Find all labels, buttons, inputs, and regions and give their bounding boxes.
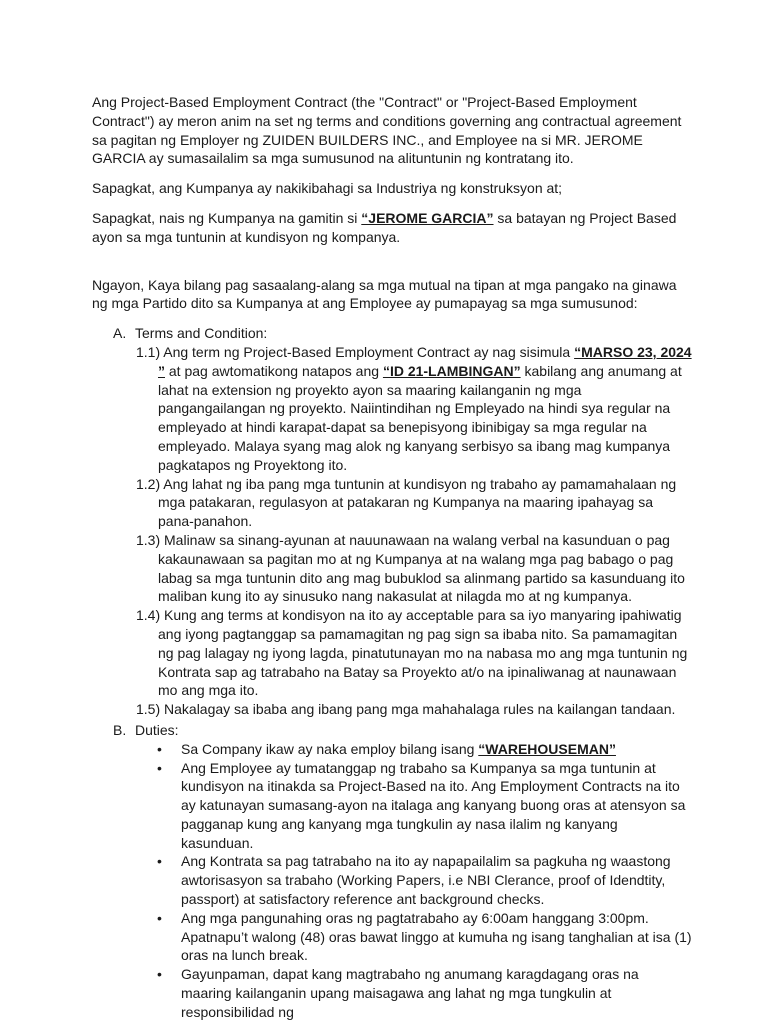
intro-paragraph-1: Ang Project-Based Employment Contract (the "Contract" or "Project-Based Employment Contract") ay meron anim na set ng terms and conditions governing ang contractual agreement sa pagitan ng Employer ng ZUIDEN BUILDERS INC., and Employee na si MR. JEROME GARCIA ay sumasailalim sa mga sumusunod na alituntunin ng kontratang ito.	[92, 94, 682, 167]
clause-text: kabilang ang anumang at lahat na extension ng proyekto ayon sa maaring kailanganin ng mga pangangailangan ng proyekto. Naiintindihan ng Empleyado na hindi sya regular na empleyado at hindi karapat-dapat sa benepisyong ibinibigay sa mga regular na empleyado. Malaya syang mag alok ng kanyang serbisyo sa ibang mag kumpanya pagkatapos ng Proyektong ito.	[158, 362, 682, 473]
section-letter: B.	[113, 721, 127, 738]
clause-number: 1.3)	[136, 531, 161, 548]
clause-text: Malinaw sa sinang-ayunan at nauunawaan na walang verbal na kasunduan o pag kakaunawaan sa pagitan mo at ng Kumpanya at na walang mga pag babago o pag labag sa mga tuntunin dito ang mag bubuklod sa alinmang partido sa kasunduang ito maliban kung ito ay sinusuko nang nakasulat at nilagda mo at ng kumpanya.	[158, 531, 685, 605]
list-item	[92, 965, 692, 1021]
bullet-icon: •	[157, 966, 162, 983]
section-title: Duties:	[135, 721, 179, 738]
bullet-icon: •	[157, 740, 162, 757]
position-emphasis: “WAREHOUSEMAN”	[478, 740, 616, 757]
list-item-text: Gayunpaman, dapat kang magtrabaho ng anumang karagdagang oras na maaring kailanganin upang maisagawa ang lahat ng mga tungkulin at responsibilidad ng	[181, 966, 639, 1020]
start-date-emphasis: “MARSO 23, 2024 ”	[158, 343, 692, 379]
intro-p3-text-after: sa batayan ng Project Based ayon sa mga tuntunin at kundisyon ng kompanya.	[92, 209, 677, 245]
intro-paragraph-4: Ngayon, Kaya bilang pag sasaalang-alang sa mga mutual na tipan at mga pangako na ginawa ng mga Partido dito sa Kumpanya at ang Employee ay pumapayag sa mga sumusunod:	[92, 276, 677, 312]
section-terms	[92, 324, 692, 343]
clause-1-2	[92, 475, 692, 531]
list-item	[92, 740, 692, 759]
intro-paragraph-2: Sapagkat, ang Kumpanya ay nakikibahagi sa Industriya ng konstruksyon at;	[92, 180, 563, 197]
list-item-text: Ang mga pangunahing oras ng pagtatrabaho ay 6:00am hanggang 3:00pm. Apatnapu’t walong (48) oras bawat linggo at kumuha ng isang tanghalian at isa (1) oras na lunch break.	[181, 909, 692, 964]
clause-text: Ang term ng Project-Based Employment Contract ay nag sisimula	[160, 343, 575, 360]
clause-number: 1.5)	[136, 701, 161, 718]
clause-number: 1.1)	[136, 343, 161, 360]
list-item	[92, 909, 692, 965]
project-id-emphasis: “ID 21-LAMBINGAN”	[382, 362, 521, 379]
bullet-icon: •	[157, 909, 162, 926]
clause-text: Kung ang terms at kondisyon na ito ay acceptable para sa iyo manyaring ipahiwatig ang iyong pagtanggap sa pamamagitan ng pag sign sa ibaba nito. Sa pamamagitan ng pag lalagay ng iyong lagda, pinatutunayan mo na nabasa mo ang mga tuntunin ng Kontrata sap ag tatrabaho na Batay sa Proyekto at/o na ipinaliwanag at naunawaan mo ang mga ito.	[158, 607, 688, 699]
bullet-icon: •	[157, 853, 162, 870]
section-title: Terms and Condition:	[135, 325, 268, 342]
list-item-text: Ang Employee ay tumatanggap ng trabaho sa Kumpanya sa mga tuntunin at kundisyon na itinakda sa Project-Based na ito. Ang Employment Contracts na ito ay katunayan sumasang-ayon na italaga ang kanyang buong oras at atensyon sa pagganap kung ang kanyang mga tungkulin ay nasa ilalim ng kanyang kasunduan.	[181, 759, 686, 851]
duties-list	[92, 740, 692, 1022]
list-item	[92, 759, 692, 853]
section-duties	[92, 721, 692, 740]
list-item	[92, 852, 692, 908]
clause-1-1	[92, 343, 692, 475]
spacer	[92, 258, 692, 276]
clause-text: Ang lahat ng iba pang mga tuntunin at kundisyon ng trabaho ay pamamahalaan ng mga patakaran, regulasyon at patakaran ng Kumpanya na maaring ipahayag sa pana-panahon.	[158, 475, 677, 530]
list-item-text: Ang Kontrata sa pag tatrabaho na ito ay napapailalim sa pagkuha ng waastong awtorisasyon sa trabaho (Working Papers, i.e NBI Clerance, proof of Idendtity, passport) at satisfactory reference ant background checks.	[181, 853, 671, 908]
clause-1-4	[92, 606, 692, 700]
clause-1-5	[92, 700, 692, 719]
intro-paragraph-3	[92, 209, 692, 247]
intro-p3-text: Sapagkat, nais ng Kumpanya na gamitin si	[92, 209, 362, 226]
contract-body	[92, 93, 692, 1022]
clause-text: at pag awtomatikong natapos ang	[165, 362, 383, 379]
list-item-text: Sa Company ikaw ay naka employ bilang isang	[181, 740, 479, 757]
clause-number: 1.4)	[136, 607, 161, 624]
clause-text: Nakalagay sa ibaba ang ibang pang mga mahahalaga rules na kailangan tandaan.	[160, 701, 676, 718]
clause-number: 1.2)	[136, 475, 161, 492]
employee-name-emphasis: “JEROME GARCIA”	[361, 209, 494, 226]
bullet-icon: •	[157, 759, 162, 776]
clause-1-3	[92, 531, 692, 606]
section-letter: A.	[113, 325, 127, 342]
